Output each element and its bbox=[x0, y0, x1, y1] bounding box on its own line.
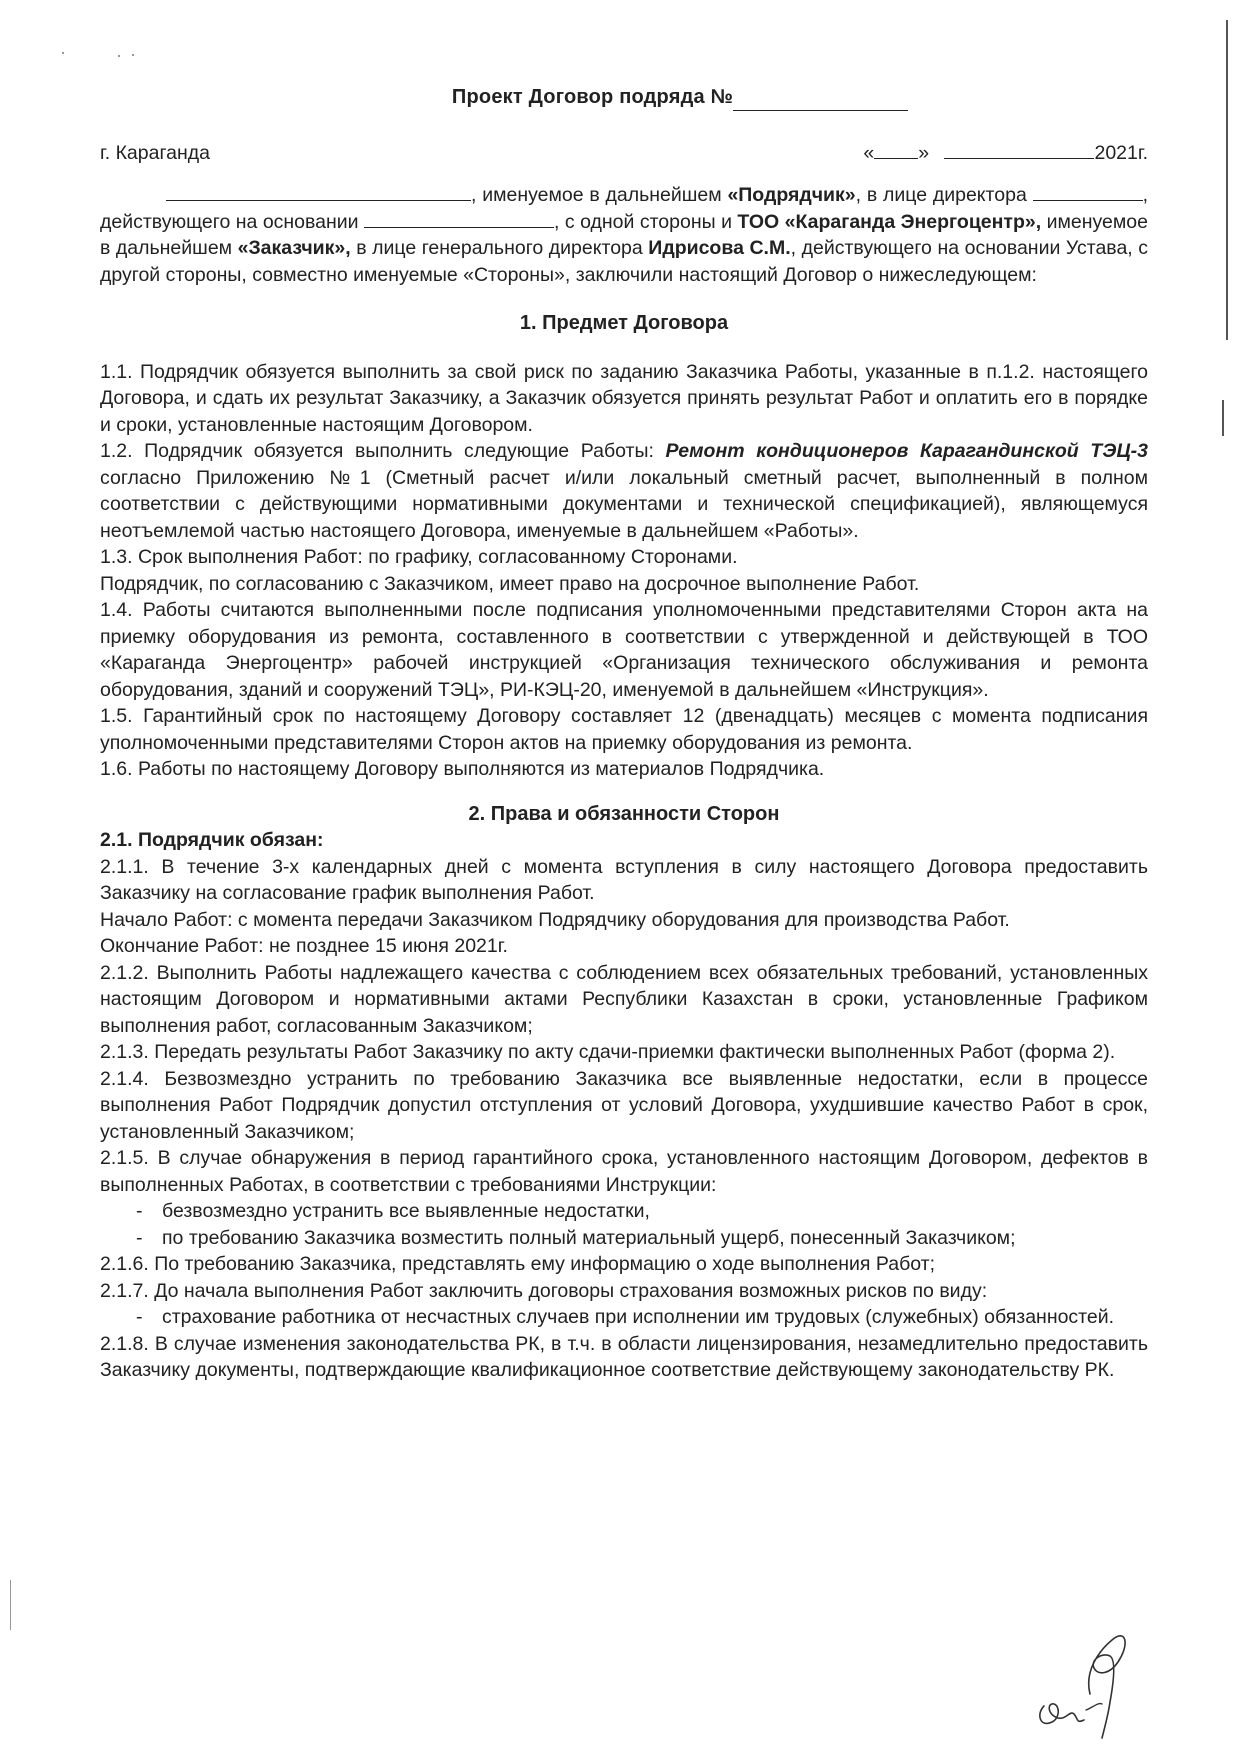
document-title: Проект Договор подряда № bbox=[0, 84, 1240, 111]
clause-2-1-3: 2.1.3. Передать результаты Работ Заказчику по акту сдачи-приемки фактически выполненных Работ (форма 2). bbox=[100, 1041, 1116, 1063]
clause-2-1-8: 2.1.8. В случае изменения законодательства РК, в т.ч. в области лицензирования, незамедлительно предоставить Заказчику документы, подтверждающие квалификационное соответствие действующему законодательству РК. bbox=[100, 1332, 1148, 1381]
date: « » 2021г. bbox=[863, 142, 1148, 164]
basis-blank bbox=[364, 209, 554, 228]
preamble: , именуемое в дальнейшем «Подрядчик», в лице директора , действующего на основании , с одной стороны и ТОО «Караганда Энергоцентр», именуемое в дальнейшем «Заказчик», в лице генерального директора Идрисова С.М., действующего на основании Устава, с другой стороны, совместно именуемые «Стороны», заключили настоящий Договор о нижеследующем: bbox=[100, 184, 1148, 286]
clause-2-1-7-item: - страхование работника от несчастных случаев при исполнении им трудовых (служебных) обязанностей. bbox=[100, 1304, 1148, 1331]
clause-2-1-1-start: Начало Работ: с момента передачи Заказчиком Подрядчику оборудования для производства Работ. bbox=[100, 908, 1010, 931]
section-1-heading: 1. Предмет Договора bbox=[519, 312, 729, 334]
subsection-2-1: 2.1. Подрядчик обязан: bbox=[100, 829, 324, 851]
scan-speck bbox=[118, 55, 120, 57]
month-blank bbox=[944, 140, 1094, 159]
clause-1-2: 1.2. Подрядчик обязуется выполнить следующие Работы: Ремонт кондиционеров Карагандинской ТЭЦ-3 согласно Приложению №1 (Сметный расчет и/или локальный сметный расчет, выполненный в полном соответствии с действующими нормативными документами и технической спецификацией), являющемуся неотъемлемой частью настоящего Договора, именуемые в дальнейшем «Работы». bbox=[100, 440, 1148, 542]
clause-2-1-4: 2.1.4. Безвозмездно устранить по требованию Заказчика все выявленные недостатки, если в процессе выполнения Работ Подрядчик допустил отступления от условий Договора, ухудшившие качество Работ в срок, установленный Заказчиком; bbox=[100, 1067, 1148, 1143]
scan-edge-mark bbox=[1222, 400, 1224, 436]
contract-body bbox=[100, 182, 1148, 1384]
handwritten-signature bbox=[1030, 1610, 1160, 1740]
director-name-blank bbox=[1033, 182, 1143, 201]
clause-1-3-note: Подрядчик, по согласованию с Заказчиком, имеет право на досрочное выполнение Работ. bbox=[100, 572, 920, 595]
city-date-line bbox=[100, 140, 1148, 168]
day-blank bbox=[874, 140, 918, 159]
clause-2-1-5-item: - безвозмездно устранить все выявленные недостатки, bbox=[100, 1198, 1148, 1225]
clause-2-1-1: 2.1.1. В течение 3-х календарных дней с момента вступления в силу настоящего Договора предоставить Заказчику на согласование график выполнения Работ. bbox=[100, 855, 1148, 904]
clause-1-5: 1.5. Гарантийный срок по настоящему Договору составляет 12 (двенадцать) месяцев с момента подписания уполномоченными представителями Сторон актов на приемку оборудования из ремонта. bbox=[100, 705, 1148, 754]
scan-speck bbox=[62, 52, 64, 54]
clause-1-6: 1.6. Работы по настоящему Договору выполняются из материалов Подрядчика. bbox=[100, 758, 825, 780]
clause-1-4: 1.4. Работы считаются выполненными после подписания уполномоченными представителями Сторон акта на приемку оборудования из ремонта, составленного в соответствии с утвержденной и действующей в ТОО «Караганда Энергоцентр» рабочей инструкцией «Организация технического обслуживания и ремонта оборудования, зданий и сооружений ТЭЦ», РИ-КЭЦ-20, именуемой в дальнейшем «Инструкция». bbox=[100, 599, 1148, 701]
scan-edge-mark bbox=[10, 1580, 11, 1630]
clause-2-1-7: 2.1.7. До начала выполнения Работ заключить договоры страхования возможных рисков по виду: bbox=[100, 1279, 988, 1302]
scan-speck bbox=[132, 54, 134, 56]
contractor-name-blank bbox=[166, 182, 471, 201]
city: г. Караганда bbox=[100, 142, 210, 164]
clause-2-1-5: 2.1.5. В случае обнаружения в период гарантийного срока, установленного настоящим Договором, дефектов в выполненных Работах, в соответствии с требованиями Инструкции: bbox=[100, 1147, 1148, 1196]
clause-1-3: 1.3. Срок выполнения Работ: по графику, согласованному Сторонами. bbox=[100, 546, 738, 568]
clause-1-1: 1.1. Подрядчик обязуется выполнить за свой риск по заданию Заказчика Работы, указанные в п.1.2. настоящего Договора, и сдать их результат Заказчику, а Заказчик обязуется принять результат Работ и оплатить его в порядке и сроки, установленные настоящим Договором. bbox=[100, 360, 1148, 436]
scan-edge-mark bbox=[1226, 20, 1228, 340]
clause-2-1-6: 2.1.6. По требованию Заказчика, представлять ему информацию о ходе выполнения Работ; bbox=[100, 1253, 936, 1275]
clause-2-1-1-end: Окончание Работ: не позднее 15 июня 2021г. bbox=[100, 935, 508, 957]
clause-2-1-5-item: - по требованию Заказчика возместить полный материальный ущерб, понесенный Заказчиком; bbox=[100, 1225, 1148, 1252]
clause-2-1-2: 2.1.2. Выполнить Работы надлежащего качества с соблюдением всех обязательных требований, установленных настоящим Договором и нормативными актами Республики Казахстан в сроки, установленные Графиком выполнения работ, согласованным Заказчиком; bbox=[100, 961, 1148, 1037]
section-2-heading: 2. Права и обязанности Сторон bbox=[468, 802, 780, 825]
contract-number-blank bbox=[733, 90, 908, 111]
